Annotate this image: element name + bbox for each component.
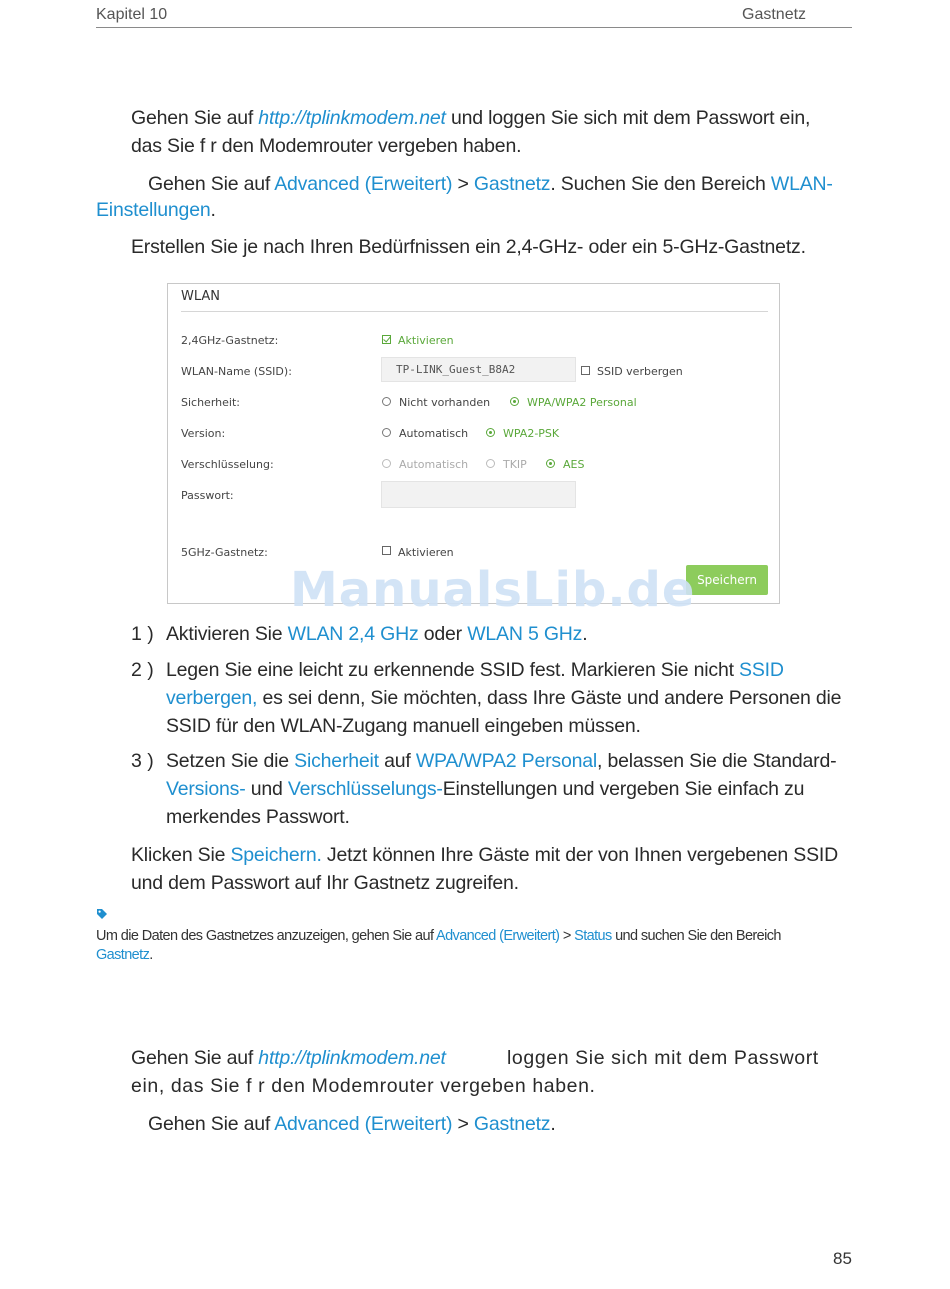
tplinkmodem-link-2[interactable]: http://tplinkmodem.net (258, 1047, 446, 1069)
gastnetz-link[interactable]: Gastnetz (473, 173, 551, 195)
step-3-number: 3 ) (131, 750, 154, 772)
version-term: Versions- (166, 778, 246, 800)
version-label: Version: (181, 427, 226, 440)
step-2-text-line1 (166, 656, 856, 684)
hide-term: verbergen, (166, 687, 258, 709)
step-2-number: 2 ) (131, 659, 154, 681)
wlan-settings-panel (167, 283, 780, 604)
save-term: Speichern. (230, 844, 322, 866)
encryption-label: Verschlüsselung: (181, 458, 274, 471)
encryption-aes-label: AES (563, 458, 585, 471)
chapter-label: Kapitel 10 (96, 6, 168, 23)
intro-paragraph-2-line2 (96, 196, 216, 224)
ghz5-enable-label: Aktivieren (398, 546, 454, 559)
after-paragraph-line2: und dem Passwort auf Ihr Gastnetz zugreifen. (131, 872, 519, 894)
security-none-label: Nicht vorhanden (399, 396, 491, 409)
step-text: oder (418, 623, 468, 645)
ssid-label: WLAN-Name (SSID): (181, 365, 292, 378)
save-button[interactable]: Speichern (686, 565, 768, 595)
wlan5-term: WLAN 5 GHz (467, 623, 583, 645)
period: . (149, 947, 153, 963)
header-divider (96, 27, 852, 28)
separator: > (452, 173, 474, 195)
note-advanced-term: Advanced (Erweitert) (436, 928, 560, 944)
second-paragraph-2 (148, 1110, 556, 1138)
encryption-auto-radio[interactable] (382, 459, 391, 468)
advanced-link[interactable]: Advanced (Erweitert) (274, 173, 453, 195)
encryption-aes-radio[interactable] (546, 459, 555, 468)
period: . (550, 1113, 556, 1135)
note-line2 (96, 945, 153, 965)
step-text: Setzen Sie die (166, 750, 295, 772)
intro-paragraph-2 (148, 170, 833, 198)
step-text: auf (378, 750, 416, 772)
period: . (210, 199, 216, 221)
intro-paragraph-3: Erstellen Sie je nach Ihren Bedürfnissen ein 2,4-GHz- oder ein 5-GHz-Gastnetz. (131, 236, 806, 258)
second-text: Gehen Sie auf (131, 1047, 259, 1069)
second-text: Gehen Sie auf (148, 1113, 275, 1135)
wpa-term: WPA/WPA2 Personal (415, 750, 598, 772)
note-gastnetz-term: Gastnetz (96, 947, 150, 963)
separator: > (559, 928, 575, 944)
ghz5-label: 5GHz-Gastnetz: (181, 546, 268, 559)
encryption-auto-label: Automatisch (399, 458, 469, 471)
after-paragraph (131, 841, 838, 869)
ghz5-enable-checkbox[interactable] (382, 546, 391, 555)
note-text: Um die Daten des Gastnetzes anzuzeigen, gehen Sie auf (96, 928, 437, 944)
after-text: Jetzt können Ihre Gäste mit der von Ihnen vergebenen SSID (321, 844, 839, 866)
password-input[interactable] (381, 481, 576, 508)
intro-text: und loggen Sie sich mit dem Passwort ein, (445, 107, 811, 129)
step-text: es sei denn, Sie möchten, dass Ihre Gäste und andere Personen die (257, 687, 842, 709)
second-paragraph-1-line2: ein, das Sie f r den Modemrouter vergeben haben. (131, 1075, 596, 1097)
intro-text: . Suchen Sie den Bereich (550, 173, 771, 195)
second-paragraph-1-tail: loggen Sie sich mit dem Passwort (507, 1047, 819, 1069)
step-1-number: 1 ) (131, 623, 154, 645)
panel-title-divider (181, 311, 768, 312)
hide-ssid-label: SSID verbergen (597, 365, 683, 378)
note-status-term: Status (574, 928, 612, 944)
step-text: , belassen Sie die Standard- (597, 750, 837, 772)
security-label: Sicherheit: (181, 396, 240, 409)
step-3-text-line3: merkendes Passwort. (166, 806, 350, 828)
version-wpa2-radio[interactable] (486, 428, 495, 437)
step-text: Einstellungen und vergeben Sie einfach zu (442, 778, 805, 800)
note-text: und suchen Sie den Bereich (611, 928, 781, 944)
wlan24-term: WLAN 2,4 GHz (287, 623, 419, 645)
intro-text: Gehen Sie auf (131, 107, 259, 129)
security-wpa-radio[interactable] (510, 397, 519, 406)
encryption-tkip-radio[interactable] (486, 459, 495, 468)
watermark: ManualsLib.de (290, 562, 696, 618)
ghz24-enable-checkbox[interactable] (382, 335, 391, 344)
encryption-tkip-label: TKIP (503, 458, 527, 471)
password-label: Passwort: (181, 489, 234, 502)
period: . (582, 623, 588, 645)
step-2-text-line2 (166, 684, 856, 712)
step-text: Legen Sie eine leicht zu erkennende SSID fest. Markieren Sie nicht (166, 659, 740, 681)
after-text: Klicken Sie (131, 844, 231, 866)
intro-text: Gehen Sie auf (148, 173, 275, 195)
tag-icon (96, 908, 108, 920)
advanced-link-2[interactable]: Advanced (Erweitert) (274, 1113, 453, 1135)
version-auto-label: Automatisch (399, 427, 469, 440)
wlan-settings-link-cont[interactable]: Einstellungen (96, 199, 211, 221)
wlan-settings-link[interactable]: WLAN- (770, 173, 833, 195)
ghz24-label: 2,4GHz-Gastnetz: (181, 334, 279, 347)
security-wpa-label: WPA/WPA2 Personal (527, 396, 637, 409)
ghz24-enable-label: Aktivieren (398, 334, 454, 347)
ssid-input[interactable]: TP-LINK_Guest_B8A2 (381, 357, 576, 382)
encryption-term: Verschlüsselungs- (287, 778, 443, 800)
version-auto-radio[interactable] (382, 428, 391, 437)
step-3-text-line1 (166, 747, 856, 775)
second-paragraph-1 (131, 1044, 446, 1072)
step-3-text-line2 (166, 775, 856, 803)
tplinkmodem-link[interactable]: http://tplinkmodem.net (258, 107, 446, 129)
security-term: Sicherheit (294, 750, 379, 772)
panel-title: WLAN (181, 289, 221, 304)
security-none-radio[interactable] (382, 397, 391, 406)
step-2-text-line3: SSID für den WLAN-Zugang manuell eingeben müssen. (166, 715, 641, 737)
page-number: 85 (833, 1249, 852, 1268)
note-line1 (96, 926, 781, 946)
hide-ssid-checkbox[interactable] (581, 366, 590, 375)
ssid-term: SSID (739, 659, 784, 681)
step-text: Aktivieren Sie (166, 623, 288, 645)
step-1-text (166, 620, 856, 648)
intro-paragraph-1-line2: das Sie f r den Modemrouter vergeben haben. (131, 135, 522, 157)
step-text: und (245, 778, 288, 800)
separator: > (452, 1113, 474, 1135)
intro-paragraph-1 (131, 104, 810, 132)
version-wpa2-label: WPA2-PSK (503, 427, 560, 440)
gastnetz-link-2[interactable]: Gastnetz (473, 1113, 551, 1135)
section-label: Gastnetz (742, 6, 807, 23)
